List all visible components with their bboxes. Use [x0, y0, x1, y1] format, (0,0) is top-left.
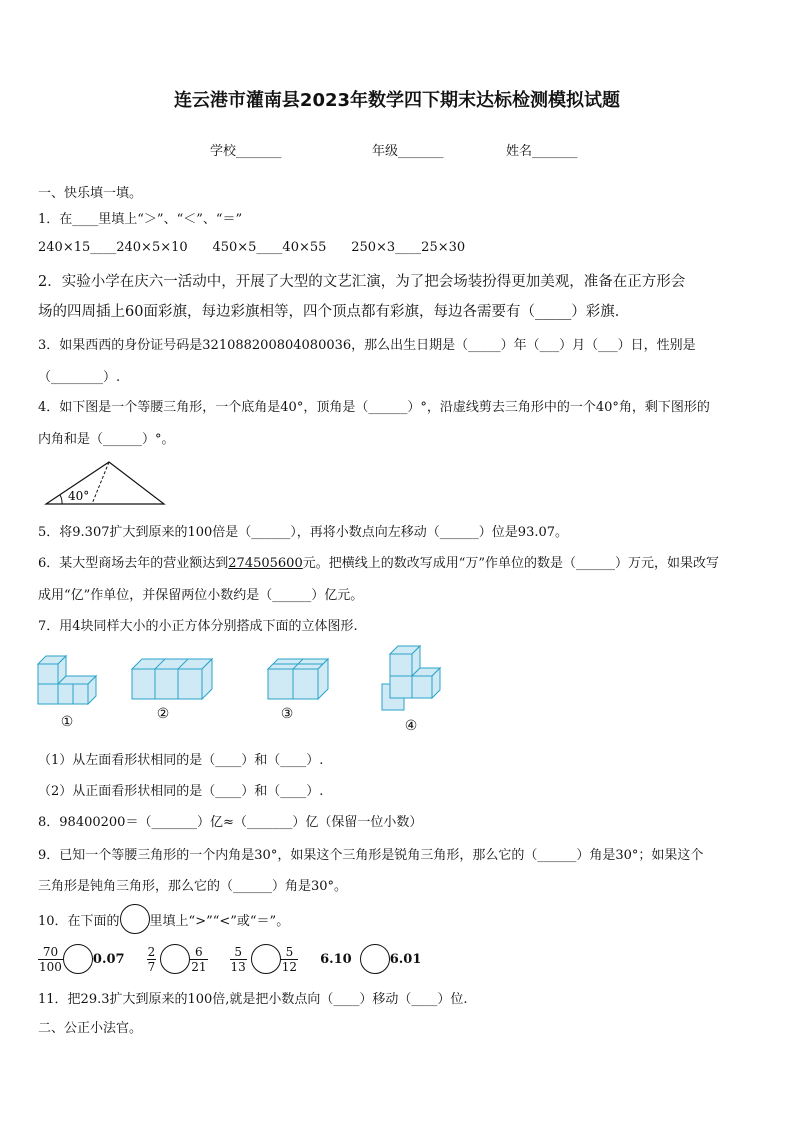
- question-5: 5．将9.307扩大到原来的100倍是（______），再将小数点向左移动（______）位是93.07。: [38, 525, 569, 540]
- figure-label-3: ③: [280, 706, 294, 722]
- answer-circle-3[interactable]: [251, 944, 281, 974]
- grade-field: 年级_______: [372, 144, 444, 159]
- cube-figure-1: [36, 646, 100, 708]
- fraction-5-13: $\frac{5}{13}$: [230, 944, 246, 974]
- question-2-line-1: 2．实验小学在庆六一活动中，开展了大型的文艺汇演，为了把会场装扮得更加美观，准备在正方形会: [38, 274, 686, 290]
- question-7: 7．用4块同样大小的小正方体分别搭成下面的立体图形.: [38, 619, 358, 634]
- question-11: 11．把29.3扩大到原来的100倍,就是把小数点向（____）移动（____）位.: [38, 992, 468, 1007]
- answer-circle-1[interactable]: [63, 944, 93, 974]
- question-10-items: $\frac{70}{100}$ 0.07 $\frac{2}{7}$ $\frac{6}{21}$ $\frac{5}{13}$ $\frac{5}{12}$ 6.10 6.01: [39, 944, 422, 974]
- figure-label-2: ②: [156, 706, 170, 722]
- cube-figure-2: [130, 655, 214, 701]
- question-10: 10．在下面的 里填上“>”“<”或“＝”。: [38, 904, 289, 934]
- fraction-70-100: $\frac{70}{100}$: [39, 944, 62, 974]
- isosceles-triangle-figure: [40, 458, 170, 508]
- figure-label-4: ④: [404, 718, 418, 734]
- question-8: 8．98400200＝（_______）亿≈（_______）亿（保留一位小数）: [38, 815, 423, 830]
- question-4-line-2: 内角和是（______）°。: [38, 432, 175, 447]
- cube-figure-4: [380, 644, 442, 714]
- question-6-line-2: 成用“亿”作单位，并保留两位小数约是（______）亿元。: [38, 588, 364, 603]
- question-2-line-2: 场的四周插上60面彩旗，每边彩旗相等，四个顶点都有彩旗，每边各需要有（_____）彩旗．: [38, 304, 630, 320]
- answer-circle-2[interactable]: [160, 944, 190, 974]
- angle-arc: [60, 495, 62, 504]
- comparison-circle: [120, 904, 150, 934]
- name-field: 姓名_______: [506, 144, 578, 159]
- question-9-line-1: 9．已知一个等腰三角形的一个内角是30°，如果这个三角形是锐角三角形，那么它的（______）角是30°；如果这个: [38, 848, 704, 863]
- question-7-sub-2: （2）从正面看形状相同的是（____）和（____）.: [38, 784, 324, 799]
- school-field: 学校_______: [210, 144, 282, 159]
- question-3-line-1: 3．如果西西的身份证号码是321088200804080036，那么出生日期是（_____）年（___）月（___）日，性别是: [38, 338, 696, 353]
- fraction-2-7: $\frac{2}{7}$: [147, 944, 156, 974]
- figure-label-1: ①: [60, 714, 74, 730]
- fraction-6-21: $\frac{6}{21}$: [191, 944, 207, 974]
- question-9-line-2: 三角形是钝角三角形，那么它的（______）角是30°。: [38, 879, 348, 894]
- fraction-5-12: $\frac{5}{12}$: [281, 944, 298, 974]
- cube-figure-3: [266, 655, 332, 701]
- triangle-outline: [46, 462, 164, 504]
- angle-label: 40°: [68, 489, 90, 503]
- question-4-line-1: 4．如下图是一个等腰三角形，一个底角是40°，顶角是（______）°，沿虚线剪去三角形中的一个40°角，剩下图形的: [38, 400, 710, 415]
- page-title: 连云港市灌南县2023年数学四下期末达标检测模拟试题: [173, 90, 621, 111]
- question-3-line-2: （________）.: [38, 370, 121, 385]
- answer-circle-4[interactable]: [360, 944, 390, 974]
- section-2-heading: 二、公正小法官。: [38, 1021, 143, 1036]
- underlined-number: 274505600: [228, 556, 303, 571]
- question-7-sub-1: （1）从左面看形状相同的是（____）和（____）.: [38, 753, 324, 768]
- question-1-items: 240×15____240×5×10 450×5____40×55 250×3____25×30: [38, 240, 466, 255]
- section-1-heading: 一、快乐填一填。: [38, 186, 143, 201]
- question-6-line-1: 6．某大型商场去年的营业额达到274505600元。把横线上的数改写成用“万”作单位的数是（______）万元，如果改写: [38, 556, 720, 571]
- question-1: 1．在____里填上“＞”、“＜”、“＝”: [38, 212, 243, 227]
